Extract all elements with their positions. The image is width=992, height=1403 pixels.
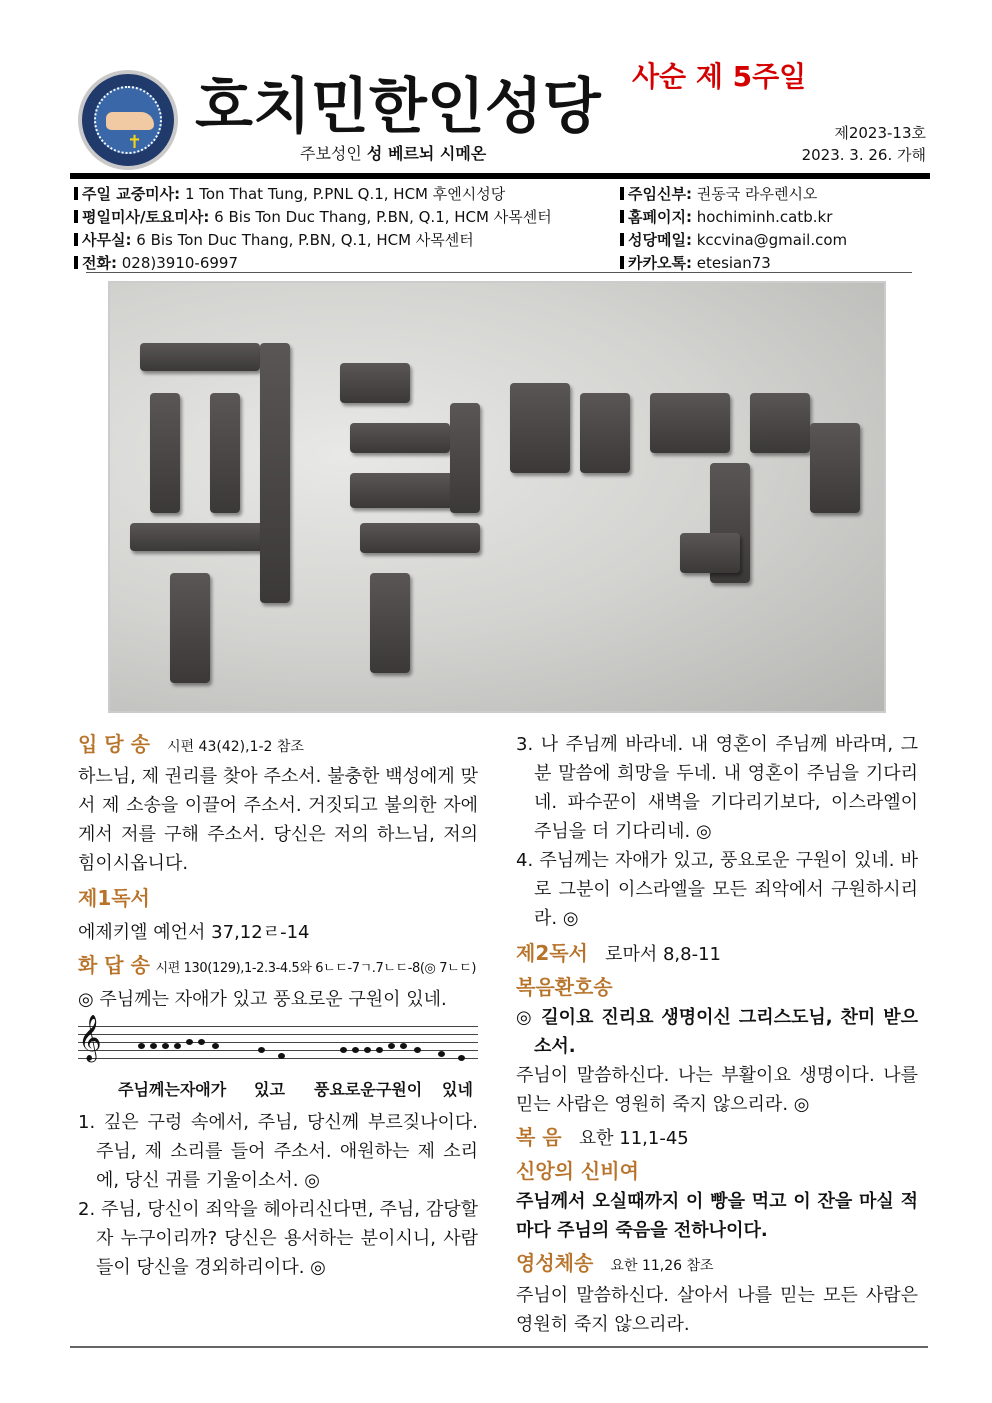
reading1-ref: 에제키엘 예언서 37,12ㄹ-14	[78, 922, 310, 943]
info-item	[620, 183, 847, 206]
note	[340, 1047, 347, 1053]
psalm-response: ◎ 주님께는 자애가 있고 풍요로운 구원이 있네.	[78, 989, 447, 1010]
info-label: 성당메일:	[628, 231, 692, 249]
psalm-verse: 3. 나 주님께 바라네. 내 영혼이 주님께 바라며, 그분 말씀에 희망을 두네. 내 영혼이 주님을 기다리네. 파수꾼이 새벽을 기다리기보다, 이스라엘이 주님을 더 기다리네. ◎	[516, 734, 918, 842]
heading-entrance: 입 당 송	[78, 732, 150, 756]
brick	[210, 393, 240, 513]
bullet-icon	[74, 256, 78, 269]
info-label: 사무실:	[82, 231, 132, 249]
heading-reading2: 제2독서	[516, 941, 588, 965]
heading-reading1: 제1독서	[78, 886, 150, 910]
heading-psalm: 화 답 송	[78, 953, 150, 977]
brick	[750, 393, 810, 453]
info-value: 1 Ton That Tung, P.PNL Q.1, HCM 후엔시성당	[180, 185, 506, 203]
brick	[370, 573, 410, 673]
info-value: 6 Bis Ton Duc Thang, P.BN, Q.1, HCM 사목센터	[209, 208, 552, 226]
info-value: 028)3910-6997	[116, 254, 238, 272]
brick	[130, 523, 280, 551]
note	[352, 1047, 359, 1053]
brick	[140, 343, 260, 371]
lyric: 있네	[442, 1080, 473, 1099]
brick	[510, 383, 570, 473]
bullet-icon	[620, 233, 624, 246]
treble-clef-icon: 𝄞	[78, 1015, 102, 1061]
lyric: 풍요로운구원이	[314, 1080, 423, 1099]
bullet-icon	[620, 210, 624, 223]
psalm-verse: 1. 깊은 구렁 속에서, 주님, 당신께 부르짖나이다. 주님, 제 소리를 들어 주소서. 애원하는 제 소리에, 당신 귀를 기울이소서. ◎	[78, 1112, 478, 1191]
info-value: 6 Bis Ton Duc Thang, P.BN, Q.1, HCM 사목센터	[131, 231, 474, 249]
brick	[340, 363, 410, 403]
note	[364, 1047, 371, 1053]
note	[150, 1043, 157, 1049]
note	[174, 1043, 181, 1049]
info-item	[74, 229, 552, 252]
note	[438, 1051, 445, 1057]
entrance-text: 하느님, 제 권리를 찾아 주소서. 불충한 백성에게 맞서 제 소송을 이끌어 주소서. 거짓되고 불의한 자에게서 저를 구해 주소서. 당신은 저의 하느님, 저의 힘이시옵니다.	[78, 766, 478, 874]
info-value: hochiminh.catb.kr	[691, 208, 833, 226]
acclamation-text: 주님이 말씀하신다. 나는 부활이요 생명이다. 나를 믿는 사람은 영원히 죽지 않으리라. ◎	[516, 1065, 918, 1115]
info-value: kccvina@gmail.com	[691, 231, 848, 249]
note	[186, 1039, 193, 1045]
info-label: 주일 교중미사:	[82, 185, 181, 203]
acclamation-response: ◎ 길이요 진리요 생명이신 그리스도님, 찬미 받으소서.	[516, 1007, 918, 1057]
info-value: 권동국 라우렌시오	[691, 185, 818, 203]
note	[414, 1047, 421, 1053]
issue-info	[802, 122, 926, 166]
brick	[170, 573, 210, 683]
info-item	[620, 206, 847, 229]
note	[388, 1043, 395, 1049]
brick	[350, 473, 460, 508]
note	[278, 1053, 285, 1059]
parish-title: 호치민한인성당	[195, 72, 601, 142]
lyric: 있고	[254, 1080, 285, 1099]
left-column	[78, 730, 478, 1282]
info-label: 홈페이지:	[628, 208, 692, 226]
cross-icon: ✝	[127, 132, 143, 153]
issue-number: 제2023-13호	[834, 124, 926, 142]
info-item	[74, 183, 552, 206]
reading2-ref: 로마서 8,8-11	[605, 944, 721, 965]
note	[138, 1043, 145, 1049]
info-item	[74, 206, 552, 229]
bullet-icon	[620, 256, 624, 269]
brick	[580, 393, 630, 473]
issue-date: 2023. 3. 26. 가해	[801, 146, 926, 164]
bullet-icon	[74, 187, 78, 200]
right-column	[516, 730, 918, 1339]
info-right	[620, 183, 847, 275]
gospel-ref: 요한 11,1-45	[578, 1128, 689, 1149]
note	[400, 1043, 407, 1049]
brick	[260, 343, 290, 603]
bullet-icon	[74, 210, 78, 223]
note	[162, 1043, 169, 1049]
note	[212, 1043, 219, 1049]
brick	[150, 393, 180, 513]
liturgical-season: 사순 제 5주일	[632, 60, 807, 93]
footer-divider	[70, 1346, 928, 1348]
divider	[86, 272, 912, 273]
patron-saint	[300, 143, 486, 165]
music-staff	[78, 1015, 478, 1108]
heading-communion: 영성체송	[516, 1251, 594, 1275]
bullet-icon	[74, 233, 78, 246]
patron-name: 성 베르뇌 시메온	[366, 144, 487, 163]
divider	[70, 173, 930, 179]
psalm-ref: 시편 130(129),1-2.3-4.5와 6ㄴㄷ-7ㄱ.7ㄴㄷ-8(◎ 7ㄴㄷ)	[155, 961, 477, 976]
brick	[450, 403, 480, 513]
communion-ref: 요한 11,26 참조	[610, 1258, 714, 1274]
heading-acclamation: 복음환호송	[516, 975, 613, 999]
psalm-verse: 4. 주님께는 자애가 있고, 풍요로운 구원이 있네. 바로 그분이 이스라엘을 모든 죄악에서 구원하시리라. ◎	[516, 850, 918, 929]
entrance-ref: 시편 43(42),1-2 참조	[167, 739, 304, 755]
note	[198, 1039, 205, 1045]
info-left	[74, 183, 552, 275]
brick	[680, 533, 740, 573]
info-label: 주임신부:	[628, 185, 692, 203]
heading-gospel: 복 음	[516, 1125, 562, 1149]
brick	[350, 423, 450, 453]
bullet-icon	[620, 187, 624, 200]
brick	[360, 523, 480, 553]
note	[458, 1055, 465, 1061]
info-item	[620, 229, 847, 252]
brick	[810, 423, 860, 513]
info-label: 카카오톡:	[628, 254, 692, 272]
parish-logo	[78, 70, 178, 170]
brick	[650, 393, 730, 453]
note	[258, 1047, 265, 1053]
info-label: 전화:	[82, 254, 117, 272]
info-value: etesian73	[691, 254, 771, 272]
psalm-verse: 2. 주님, 당신이 죄악을 헤아리신다면, 주님, 감당할 자 누구이리까? 당신은 용서하는 분이시니, 사람들이 당신을 경외하리이다. ◎	[78, 1199, 478, 1278]
lyric: 주님께는자애가	[118, 1080, 227, 1099]
communion-text: 주님이 말씀하신다. 살아서 나를 믿는 모든 사람은 영원히 죽지 않으리라.	[516, 1285, 918, 1335]
heading-mystery: 신앙의 신비여	[516, 1159, 639, 1183]
mystery-text: 주님께서 오실때까지 이 빵을 먹고 이 잔을 마실 적마다 주님의 죽음을 전하나이다.	[516, 1191, 918, 1241]
brick-lettering-photo	[108, 281, 886, 713]
note	[376, 1047, 383, 1053]
info-label: 평일미사/토요미사:	[82, 208, 210, 226]
patron-label: 주보성인	[300, 144, 362, 163]
hand-icon	[106, 112, 154, 130]
